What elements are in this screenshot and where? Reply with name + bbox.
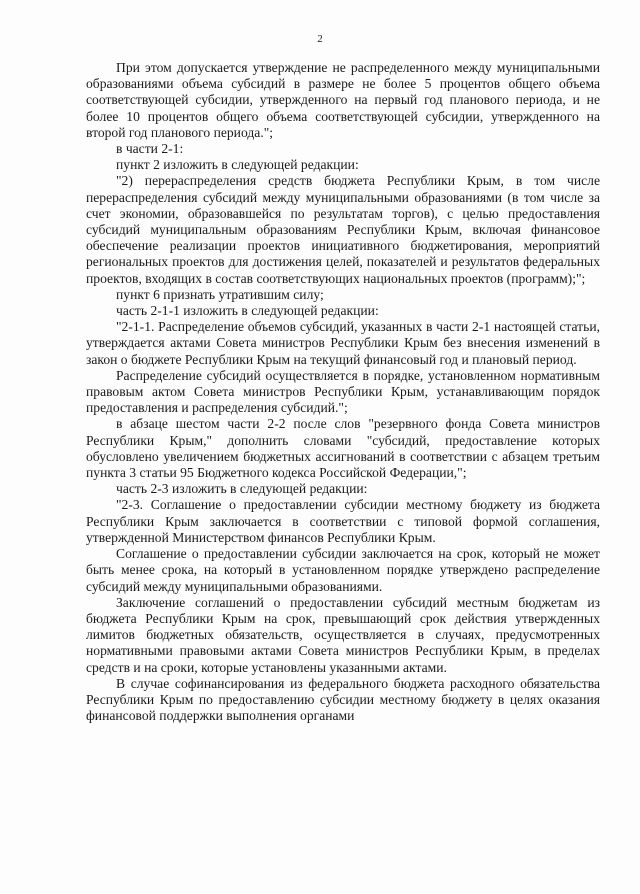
paragraph-part-2-3-text: "2-3. Соглашение о предоставлении субсидии местному бюджету из бюджета Республики Крым заключается в соответствии с типовой формой соглашения, утвержденной Министерством финансов Республики Крым. [86,497,600,545]
page-number: 2 [317,33,323,45]
paragraph-part-2-1-1-text: "2-1-1. Распределение объемов субсидий, указанных в части 2-1 настоящей статьи, утверждается актами Совета министров Республики Крым без внесения изменений в закон о бюджете Республики Крым на текущий финансовый год и плановый период. [86,319,600,367]
paragraph-distribution-procedure: Распределение субсидий осуществляется в порядке, установленном нормативным правовым актом Совета министров Республики Крым, устанавливающим порядок предоставления и распределения субсидий."; [86,367,600,416]
paragraph-item-6-repeal: пункт 6 признать утратившим силу; [116,286,324,302]
paragraph-federal-cofinancing: В случае софинансирования из федерального бюджета расходного обязательства Республики Крым по предоставлению субсидии местному бюджету в целях оказания финансовой поддержки выполнения органами [86,675,600,724]
document-body [86,60,600,724]
paragraph-agreement-term: Соглашение о предоставлении субсидии заключается на срок, который не может быть менее срока, на который в установленном порядке утверждено распределение субсидий между муниципальными образованиями. [86,546,600,594]
paragraph-part-2-2-amendment: в абзаце шестом части 2-2 после слов "резервного фонда Совета министров Республики Крым," дополнить словами "субсидий, предоставление которых обусловлено увеличением бюджетных ассигнований в соответствии с абзацем третьим пункта 3 статьи 95 Бюджетного кодекса Российской Федерации,"; [86,416,600,481]
paragraph-agreement-limits: Заключение соглашений о предоставлении субсидий местным бюджетам из бюджета Республики Крым на срок, превышающий срок действия утвержденных лимитов бюджетных обязательств, осуществляется в случаях, предусмотренных нормативными правовыми актами Совета министров Республики Крым, в пределах средств и на сроки, которые установлены указанными актами. [86,594,600,675]
paragraph-item-2-text: "2) перераспределения средств бюджета Республики Крым, в том числе перераспределения субсидий между муниципальными образованиями (в том числе за счет экономии, образовавшейся по результатам торгов), с целью предоставления субсидий муниципальным образованиям Республики Крым, включая финансовое обеспечение реализации проектов инициативного бюджетирования, мероприятий региональных проектов для достижения целей, показателей и результатов федеральных проектов, входящих в состав соответствующих национальных проектов (программ);"; [86,173,600,286]
paragraph-part-2-1-heading: в части 2-1: [116,141,184,157]
paragraph-item-2-instruction: пункт 2 изложить в следующей редакции: [116,157,359,173]
paragraph-subsidy-allocation-limit: При этом допускается утверждение не распределенного между муниципальными образованиями объема субсидий в размере не более 5 процентов общего объема соответствующей субсидии, утвержденного на первый год планового периода, и не более 10 процентов общего объема соответствующей субсидии, утвержденного на второй год планового периода."; [86,60,600,140]
paragraph-part-2-1-1-instruction: часть 2-1-1 изложить в следующей редакции: [116,303,379,319]
paragraph-part-2-3-instruction: часть 2-3 изложить в следующей редакции: [116,481,368,497]
